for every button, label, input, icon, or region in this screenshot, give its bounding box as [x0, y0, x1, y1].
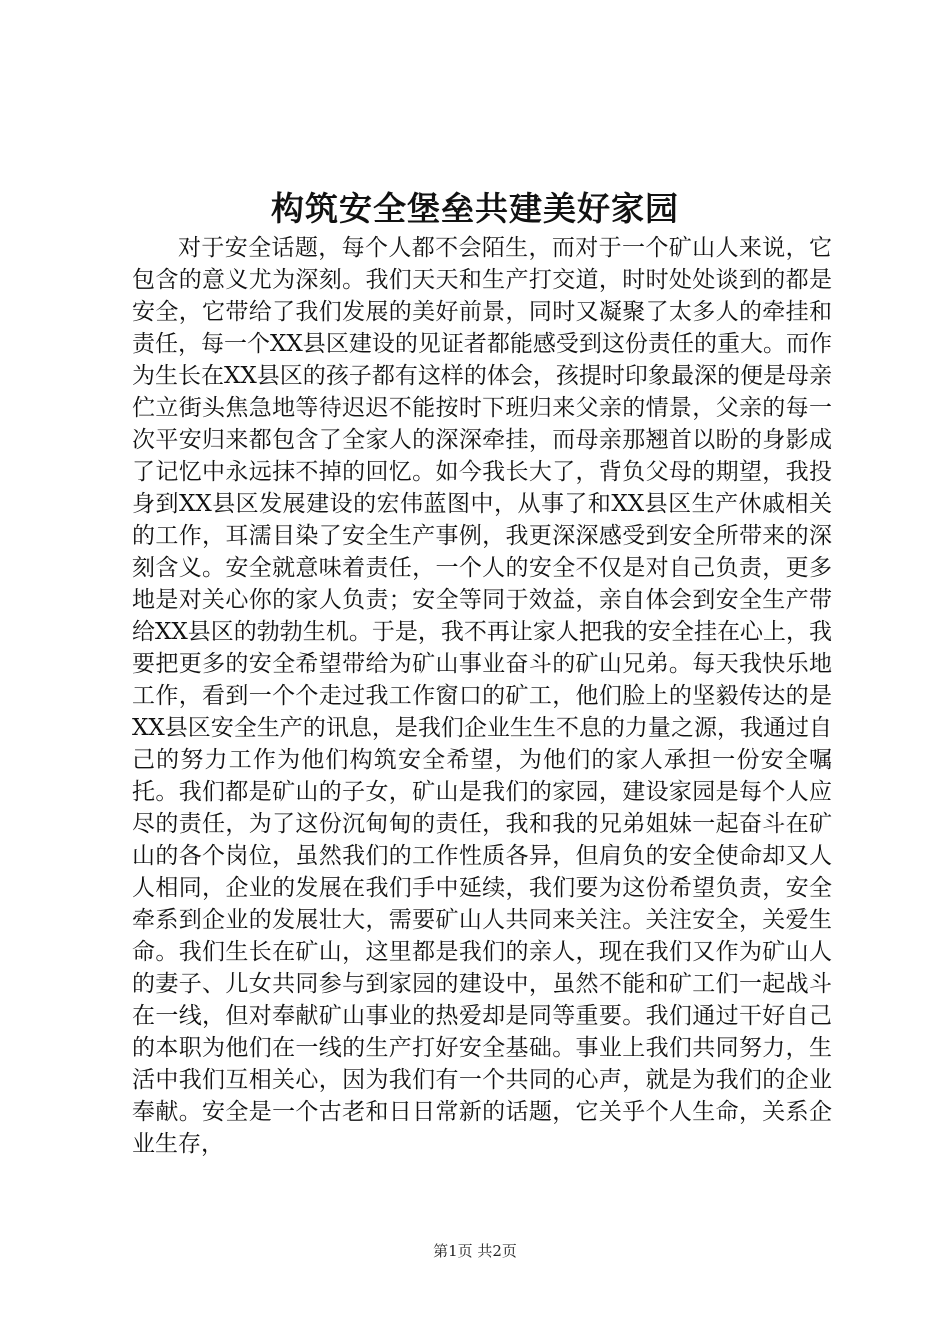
document-title: 构筑安全堡垒共建美好家园 — [271, 189, 679, 228]
document-body-paragraph: 对于安全话题，每个人都不会陌生，而对于一个矿山人来说，它包含的意义尤为深刻。我们天天和生产打交道，时时处处谈到的都是安全，它带给了我们发展的美好前景，同时又凝聚了太多人的牵挂和责任，每一个XX县区建设的见证者都能感受到这份责任的重大。而作为生长在XX县区的孩子都有这样的体会，孩提时印象最深的便是母亲伫立街头焦急地等待迟迟不能按时下班归来父亲的情景，父亲的每一次平安归来都包含了全家人的深深牵挂，而母亲那翘首以盼的身影成了记忆中永远抹不掉的回忆。如今我长大了，背负父母的期望，我投身到XX县区发展建设的宏伟蓝图中，从事了和XX县区生产休戚相关的工作，耳濡目染了安全生产事例，我更深深感受到安全所带来的深刻含义。安全就意味着责任，一个人的安全不仅是对自己负责，更多地是对关心你的家人负责；安全等同于效益，亲自体会到安全生产带给XX县区的勃勃生机。于是，我不再让家人把我的安全挂在心上，我要把更多的安全希望带给为矿山事业奋斗的矿山兄弟。每天我快乐地工作，看到一个个走过我工作窗口的矿工，他们脸上的坚毅传达的是XX县区安全生产的讯息，是我们企业生生不息的力量之源，我通过自己的努力工作为他们构筑安全希望，为他们的家人承担一份安全嘱托。我们都是矿山的子女，矿山是我们的家园，建设家园是每个人应尽的责任，为了这份沉甸甸的责任，我和我的兄弟姐妹一起奋斗在矿山的各个岗位，虽然我们的工作性质各异，但肩负的安全使命却又人人相同，企业的发展在我们手中延续，我们要为这份希望负责，安全牵系到企业的发展壮大，需要矿山人共同来关注。关注安全，关爱生命。我们生长在矿山，这里都是我们的亲人，现在我们又作为矿山人的妻子、儿女共同参与到家园的建设中，虽然不能和矿工们一起战斗在一线，但对奉献矿山事业的热爱却是同等重要。我们通过干好自己的本职为他们在一线的生产打好安全基础。事业上我们共同努力，生活中我们互相关心，因为我们有一个共同的心声，就是为我们的企业奉献。安全是一个古老和日日常新的话题，它关乎个人生命，关系企业生存， — [132, 235, 832, 1157]
page-footer: 第1页 共2页 — [433, 1242, 517, 1260]
